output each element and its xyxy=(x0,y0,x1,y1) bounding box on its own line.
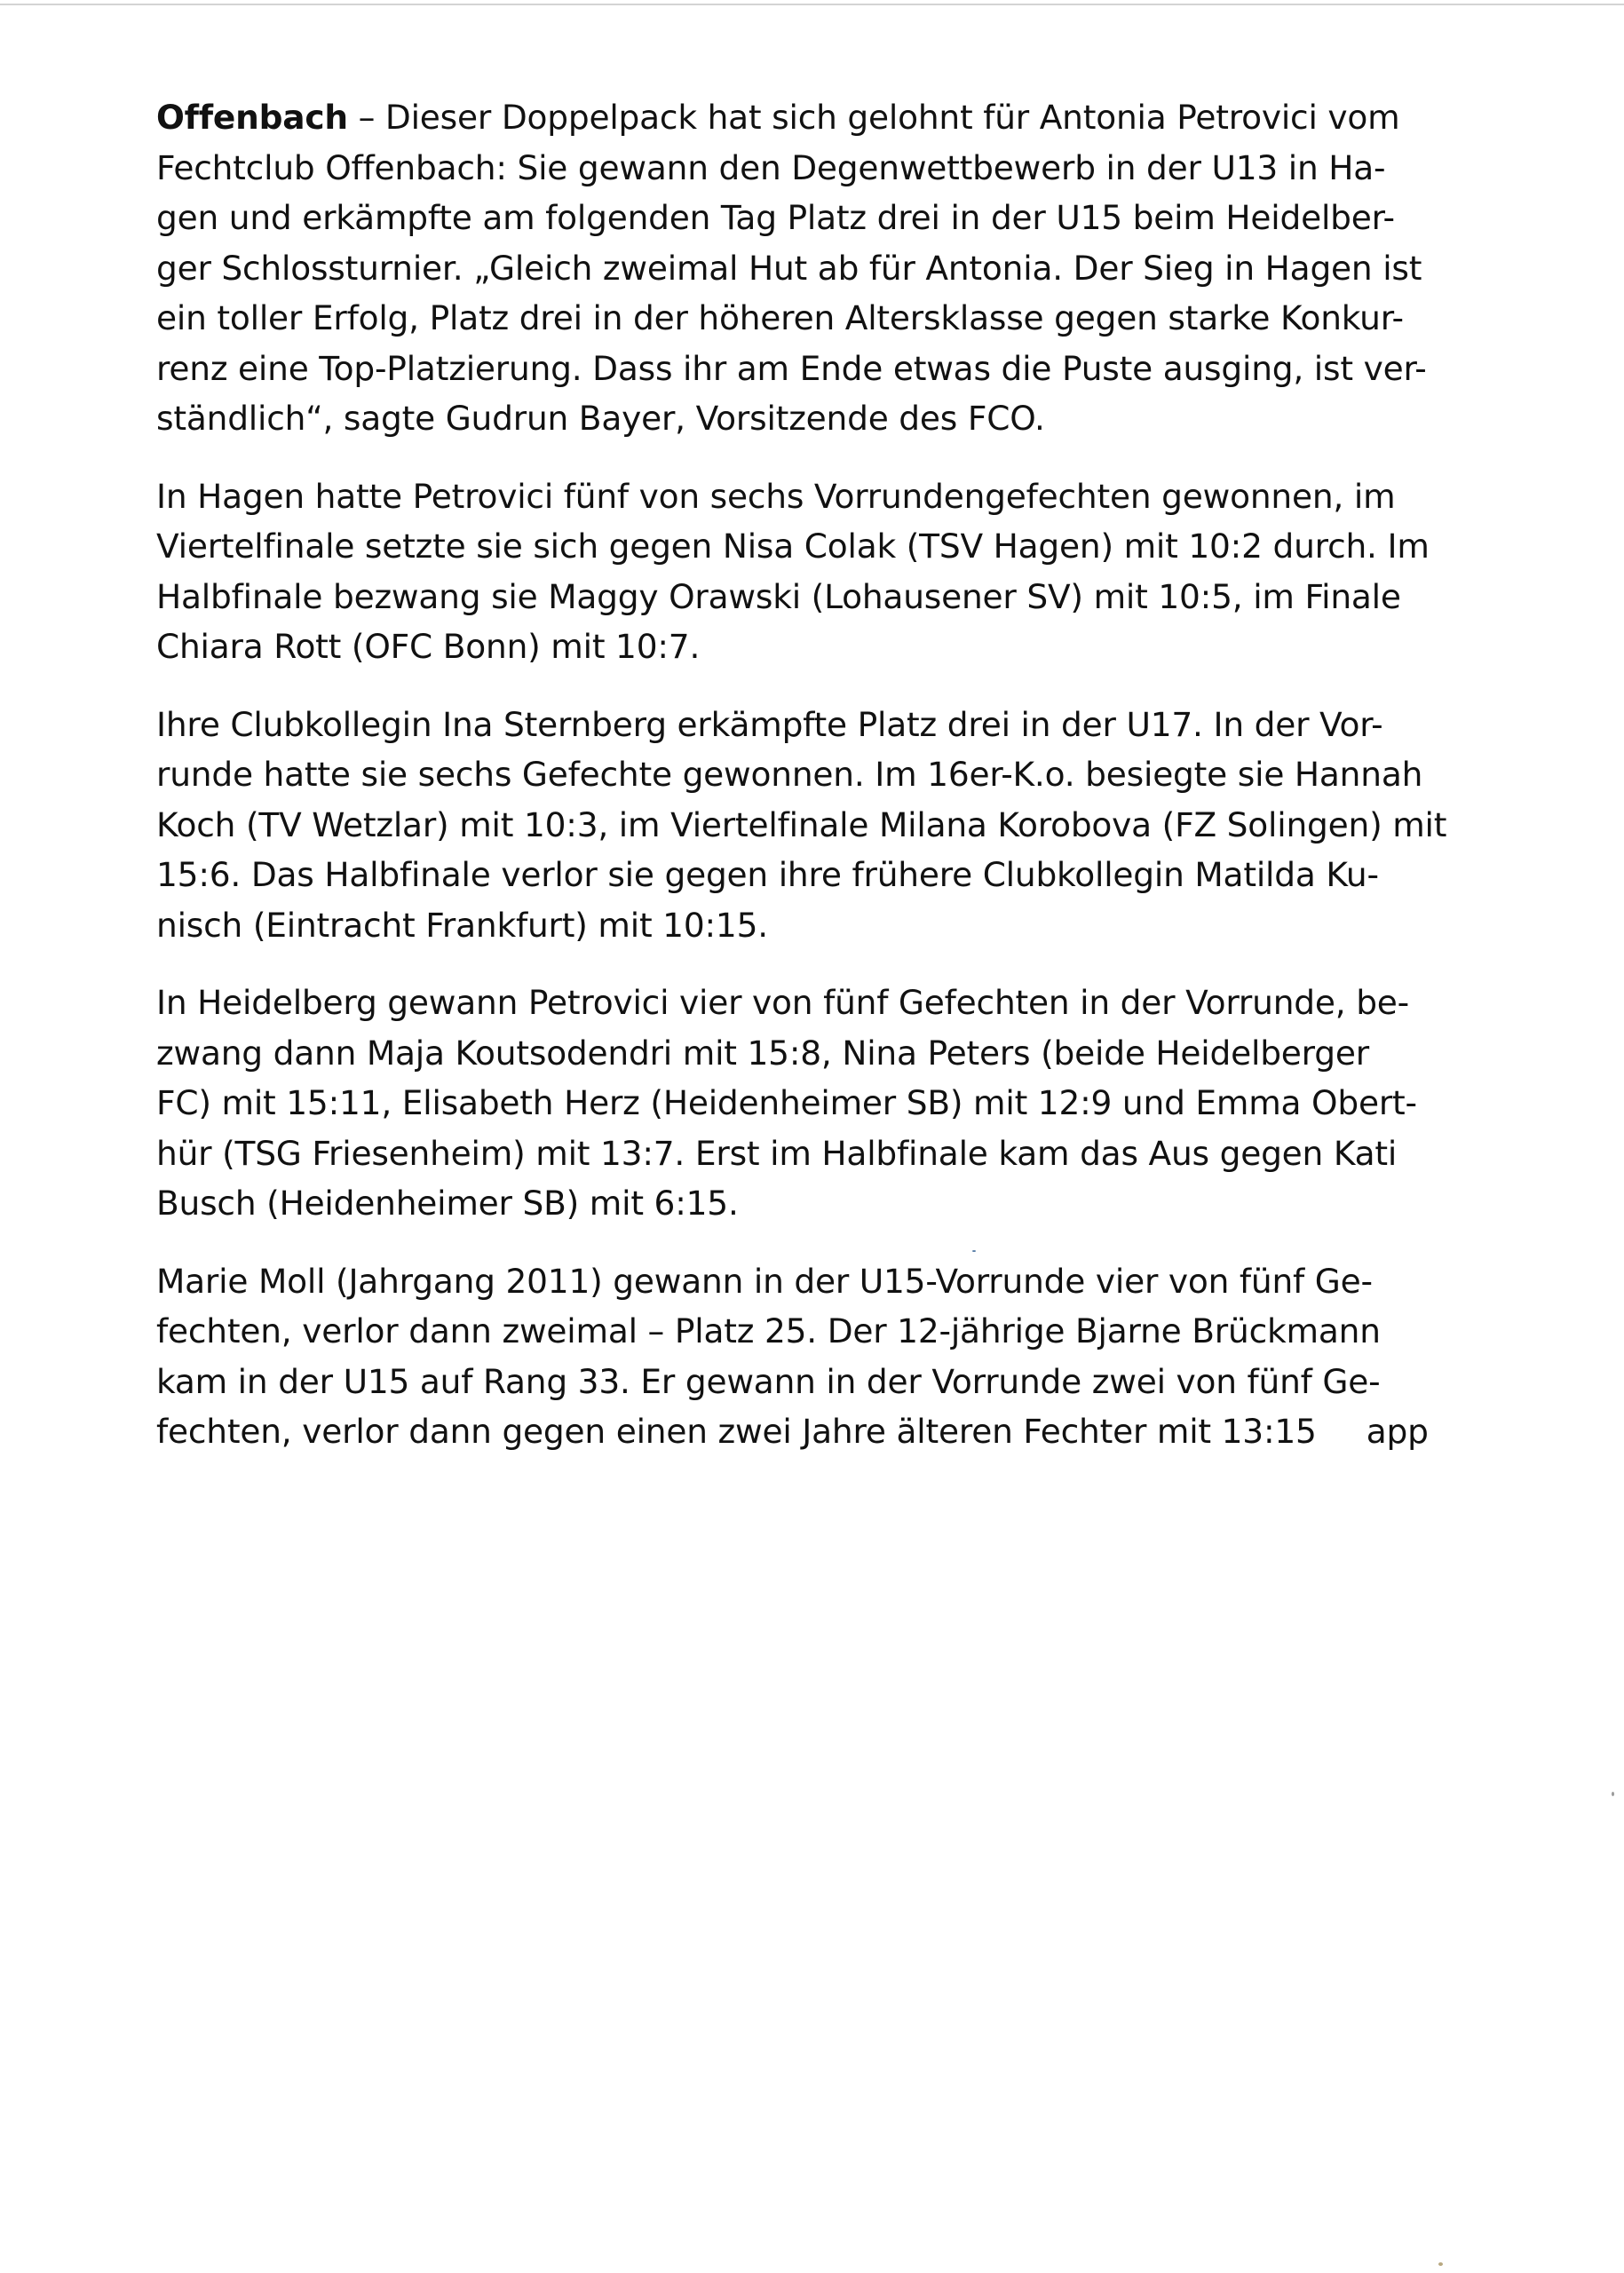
article-line: gen und erkämpfte am folgenden Tag Platz drei in der U15 beim Heidelber- xyxy=(156,198,1395,237)
article-line: Ihre Clubkollegin Ina Sternberg erkämpfte Platz drei in der U17. In der Vor- xyxy=(156,704,1383,744)
dateline: Offenbach xyxy=(156,98,348,137)
article-line: Marie Moll (Jahrgang 2011) gewann in der U15-Vorrunde vier von fünf Ge- xyxy=(156,1261,1373,1301)
scan-speck xyxy=(1612,1792,1614,1796)
article-line: Fechtclub Offenbach: Sie gewann den Degenwettbewerb in der U13 in Ha- xyxy=(156,147,1386,187)
scan-speck xyxy=(1438,2262,1443,2266)
article-line: In Hagen hatte Petrovici fünf von sechs Vorrundengefechten gewonnen, im xyxy=(156,476,1396,516)
article-paragraph-5 xyxy=(156,1256,1488,1457)
article-line: In Heidelberg gewann Petrovici vier von fünf Gefechten in der Vorrunde, be- xyxy=(156,983,1410,1022)
article-paragraph-2 xyxy=(156,471,1488,672)
article-line: ger Schlossturnier. „Gleich zweimal Hut ab für Antonia. Der Sieg in Hagen ist xyxy=(156,248,1422,288)
article-line: Busch (Heidenheimer SB) mit 6:15. xyxy=(156,1184,739,1223)
article-paragraph-4 xyxy=(156,978,1488,1229)
article-line: nisch (Eintracht Frankfurt) mit 10:15. xyxy=(156,905,768,945)
article-line: FC) mit 15:11, Elisabeth Herz (Heidenheimer SB) mit 12:9 und Emma Obert- xyxy=(156,1083,1417,1122)
article-line xyxy=(156,92,1488,143)
article-line: 15:6. Das Halbfinale verlor sie gegen ihre frühere Clubkollegin Matilda Ku- xyxy=(156,855,1379,894)
scan-edge-line xyxy=(0,4,1624,5)
article xyxy=(156,92,1488,1485)
article-line xyxy=(156,1406,1488,1457)
article-line: Koch (TV Wetzlar) mit 10:3, im Viertelfinale Milana Korobova (FZ Solingen) mit xyxy=(156,804,1447,844)
article-line: ständlich“, sagte Gudrun Bayer, Vorsitzende des FCO. xyxy=(156,399,1045,438)
article-line-text: fechten, verlor dann gegen einen zwei Jahre älteren Fechter mit 13:15 xyxy=(156,1412,1317,1451)
article-line: runde hatte sie sechs Gefechte gewonnen. Im 16er-K.o. besiegte sie Hannah xyxy=(156,755,1423,794)
article-line: kam in der U15 auf Rang 33. Er gewann in der Vorrunde zwei von fünf Ge- xyxy=(156,1361,1381,1401)
article-line: renz eine Top-Platzierung. Dass ihr am Ende etwas die Puste ausging, ist ver- xyxy=(156,348,1427,388)
lead-text: – Dieser Doppelpack hat sich gelohnt für Antonia Petrovici vom xyxy=(347,98,1400,137)
article-line: Halbfinale bezwang sie Maggy Orawski (Lohausener SV) mit 10:5, im Finale xyxy=(156,576,1401,616)
author-tag: app xyxy=(1366,1412,1429,1451)
article-line: zwang dann Maja Koutsodendri mit 15:8, Nina Peters (beide Heidelberger xyxy=(156,1033,1369,1073)
article-line: Viertelfinale setzte sie sich gegen Nisa Colak (TSV Hagen) mit 10:2 durch. Im xyxy=(156,527,1430,566)
article-line: hür (TSG Friesenheim) mit 13:7. Erst im Halbfinale kam das Aus gegen Kati xyxy=(156,1133,1398,1173)
article-paragraph-1 xyxy=(156,92,1488,444)
article-line: fechten, verlor dann zweimal – Platz 25. Der 12-jährige Bjarne Brückmann xyxy=(156,1311,1381,1350)
article-line: ein toller Erfolg, Platz drei in der höheren Altersklasse gegen starke Konkur- xyxy=(156,298,1404,337)
article-line: Chiara Rott (OFC Bonn) mit 10:7. xyxy=(156,627,701,666)
article-paragraph-3 xyxy=(156,700,1488,951)
